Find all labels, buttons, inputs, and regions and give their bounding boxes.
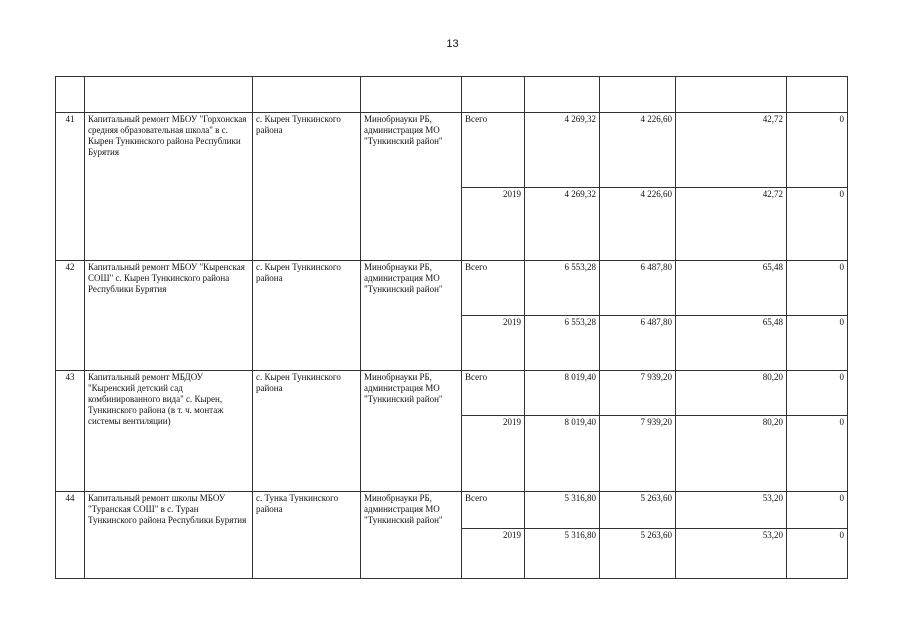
amount-federal: 6 487,80 bbox=[600, 261, 676, 316]
period-label: Всего bbox=[462, 492, 525, 529]
customer: Минобрнауки РБ, администрация МО "Тункинский район" bbox=[361, 113, 462, 261]
blank-cell bbox=[253, 77, 361, 113]
row-number: 44 bbox=[56, 492, 85, 579]
amount-regional: 53,20 bbox=[676, 492, 787, 529]
blank-cell bbox=[676, 77, 787, 113]
amount-total: 8 019,40 bbox=[525, 416, 600, 492]
blank-cell bbox=[600, 77, 676, 113]
period-label: Всего bbox=[462, 261, 525, 316]
customer: Минобрнауки РБ, администрация МО "Тункинский район" bbox=[361, 492, 462, 579]
amount-federal: 4 226,60 bbox=[600, 113, 676, 188]
blank-cell bbox=[787, 77, 848, 113]
amount-federal: 7 939,20 bbox=[600, 371, 676, 416]
amount-total: 5 316,80 bbox=[525, 529, 600, 579]
amount-local: 0 bbox=[787, 492, 848, 529]
amount-federal: 5 263,60 bbox=[600, 529, 676, 579]
amount-federal: 7 939,20 bbox=[600, 416, 676, 492]
amount-regional: 65,48 bbox=[676, 316, 787, 371]
amount-local: 0 bbox=[787, 188, 848, 261]
page-number: 13 bbox=[446, 38, 459, 50]
blank-cell bbox=[462, 77, 525, 113]
header-spacer-row bbox=[56, 77, 848, 113]
amount-local: 0 bbox=[787, 113, 848, 188]
customer: Минобрнауки РБ, администрация МО "Тункинский район" bbox=[361, 261, 462, 371]
amount-local: 0 bbox=[787, 316, 848, 371]
object-location: с. Кырен Тункинского района bbox=[253, 113, 361, 261]
amount-federal: 5 263,60 bbox=[600, 492, 676, 529]
amount-local: 0 bbox=[787, 529, 848, 579]
table-row bbox=[56, 492, 848, 529]
blank-cell bbox=[525, 77, 600, 113]
amount-regional: 80,20 bbox=[676, 371, 787, 416]
amount-total: 6 553,28 bbox=[525, 316, 600, 371]
amount-regional: 65,48 bbox=[676, 261, 787, 316]
amount-total: 6 553,28 bbox=[525, 261, 600, 316]
object-location: с. Кырен Тункинского района bbox=[253, 371, 361, 492]
amount-total: 4 269,32 bbox=[525, 113, 600, 188]
object-name: Капитальный ремонт МБОУ "Горхонская средняя образовательная школа" в с. Кырен Тункинского района Республики Бурятия bbox=[85, 113, 253, 261]
object-location: с. Кырен Тункинского района bbox=[253, 261, 361, 371]
object-name: Капитальный ремонт МБОУ "Кыренская СОШ" с. Кырен Тункинского района Республики Бурятия bbox=[85, 261, 253, 371]
amount-federal: 6 487,80 bbox=[600, 316, 676, 371]
amount-total: 4 269,32 bbox=[525, 188, 600, 261]
financing-table bbox=[55, 76, 848, 579]
period-label: Всего bbox=[462, 371, 525, 416]
table-row bbox=[56, 261, 848, 316]
amount-federal: 4 226,60 bbox=[600, 188, 676, 261]
object-name: Капитальный ремонт МБДОУ "Кыренский детский сад комбинированного вида" с. Кырен, Тункинского района (в т. ч. монтаж системы вентиляции) bbox=[85, 371, 253, 492]
amount-local: 0 bbox=[787, 261, 848, 316]
blank-cell bbox=[56, 77, 85, 113]
amount-regional: 80,20 bbox=[676, 416, 787, 492]
table-row bbox=[56, 113, 848, 188]
amount-regional: 53,20 bbox=[676, 529, 787, 579]
object-name: Капитальный ремонт школы МБОУ "Туранская СОШ" в с. Туран Тункинского района Республики Бурятия bbox=[85, 492, 253, 579]
row-number: 43 bbox=[56, 371, 85, 492]
period-year: 2019 bbox=[462, 316, 525, 371]
period-year: 2019 bbox=[462, 529, 525, 579]
amount-local: 0 bbox=[787, 371, 848, 416]
period-label: Всего bbox=[462, 113, 525, 188]
row-number: 42 bbox=[56, 261, 85, 371]
period-year: 2019 bbox=[462, 416, 525, 492]
object-location: с. Тунка Тункинского района bbox=[253, 492, 361, 579]
amount-total: 5 316,80 bbox=[525, 492, 600, 529]
blank-cell bbox=[85, 77, 253, 113]
blank-cell bbox=[361, 77, 462, 113]
amount-total: 8 019,40 bbox=[525, 371, 600, 416]
amount-regional: 42,72 bbox=[676, 188, 787, 261]
customer: Минобрнауки РБ, администрация МО "Тункинский район" bbox=[361, 371, 462, 492]
row-number: 41 bbox=[56, 113, 85, 261]
amount-local: 0 bbox=[787, 416, 848, 492]
period-year: 2019 bbox=[462, 188, 525, 261]
table-row bbox=[56, 371, 848, 416]
amount-regional: 42,72 bbox=[676, 113, 787, 188]
